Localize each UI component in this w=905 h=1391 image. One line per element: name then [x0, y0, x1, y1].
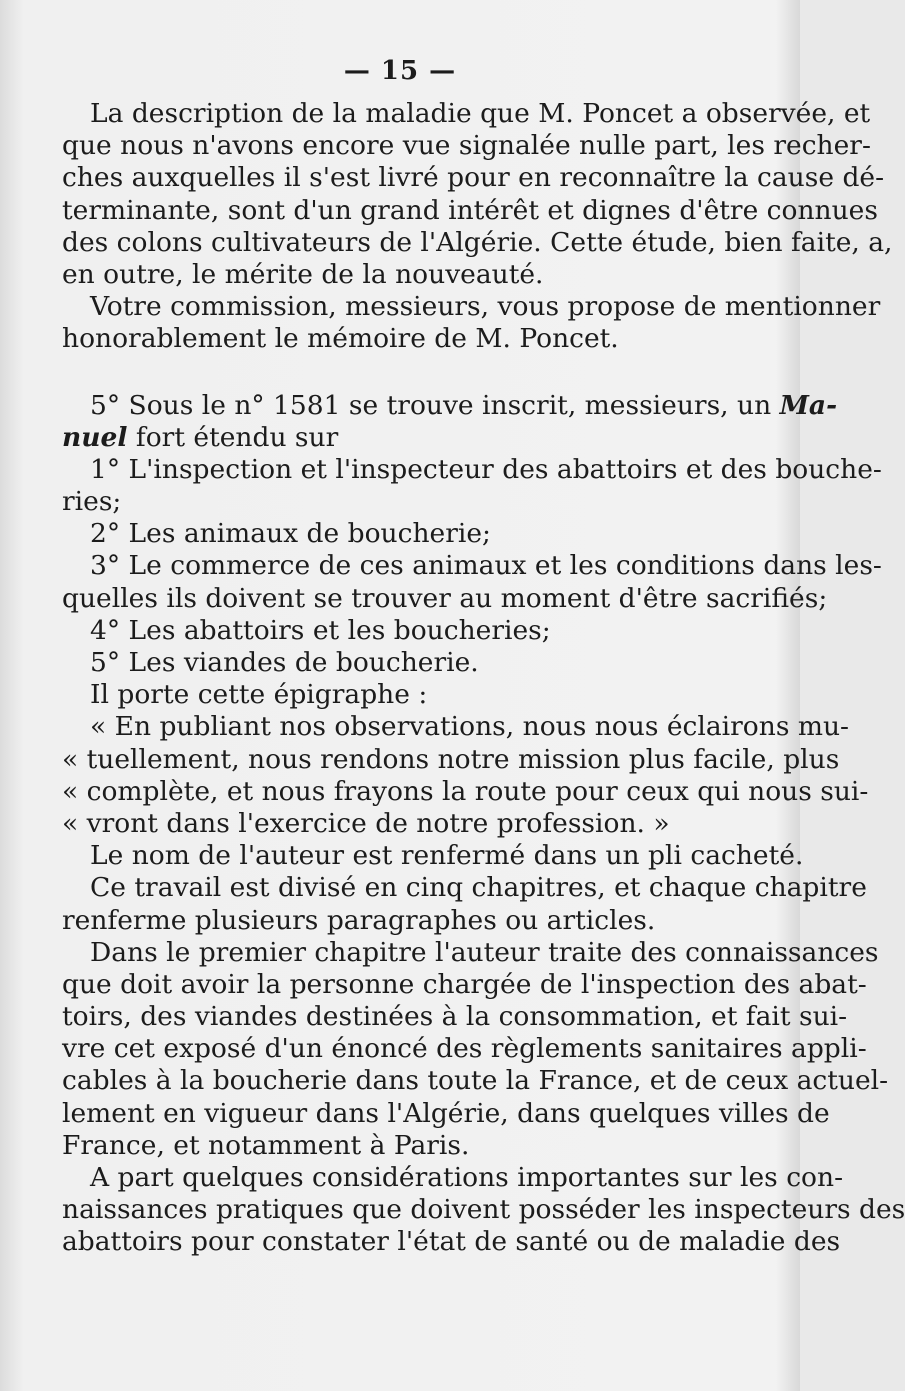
text-line: 5° Les viandes de boucherie. — [90, 647, 479, 678]
list-item-5 — [62, 647, 738, 679]
text-line: « tuellement, nous rendons notre mission plus facile, plus — [62, 743, 840, 775]
text-line: ches auxquelles il s'est livré pour en reconnaître la cause dé- — [62, 162, 885, 194]
text-line: vre cet exposé d'un énoncé des règlements sanitaires appli- — [62, 1033, 867, 1065]
text-line: terminante, sont d'un grand intérêt et dignes d'être connues — [62, 194, 878, 226]
paragraph-poncet-description — [62, 98, 893, 291]
text-line: Votre commission, messieurs, vous propose de mentionner — [90, 291, 881, 323]
text-line: naissances pratiques que doivent posséder les inspecteurs des — [62, 1194, 905, 1226]
paragraph-commission — [62, 291, 881, 355]
paragraph-author-name — [62, 840, 804, 872]
text-line: lement en vigueur dans l'Algérie, dans quelques villes de — [62, 1097, 830, 1129]
text-line: 2° Les animaux de boucherie; — [90, 518, 491, 550]
text-line: quelles ils doivent se trouver au moment d'être sacrifiés; — [62, 582, 828, 614]
text-line — [62, 422, 738, 454]
text-line: « En publiant nos observations, nous nous éclairons mu- — [90, 711, 849, 743]
text-line: en outre, le mérite de la nouveauté. — [62, 258, 544, 290]
text-span: fort étendu sur — [127, 421, 339, 453]
text-line: que doit avoir la personne chargée de l'inspection des abat- — [62, 968, 867, 1000]
paragraph-gap — [62, 356, 738, 390]
text-line: A part quelques considérations importantes sur les con- — [90, 1162, 844, 1193]
text-line: France, et notamment à Paris. — [62, 1129, 470, 1161]
paragraph-epigraph-intro — [62, 679, 738, 711]
text-line: 1° L'inspection et l'inspecteur des abattoirs et des bouche- — [90, 453, 882, 485]
page-number: — 15 — — [343, 56, 457, 86]
paragraph-considerations — [62, 1162, 905, 1259]
text-line: toirs, des viandes destinées à la consommation, et fait sui- — [62, 1001, 848, 1033]
text-line — [62, 389, 838, 422]
text-line: renferme plusieurs paragraphes ou articles. — [62, 904, 656, 936]
text-line: « vront dans l'exercice de notre profession. » — [62, 807, 670, 839]
paragraph-manuel — [62, 389, 838, 454]
list-item-2 — [62, 518, 738, 550]
page-body — [62, 98, 905, 1259]
paragraph-first-chapter — [62, 936, 889, 1162]
list-item-3 — [62, 550, 882, 614]
italic-word: Ma- — [779, 389, 838, 421]
text-span: 5° Sous le n° 1581 se trouve inscrit, messieurs, un — [90, 389, 772, 421]
list-item-1 — [62, 453, 882, 518]
text-line: « complète, et nous frayons la route pour ceux qui nous sui- — [62, 775, 869, 807]
text-line: Il porte cette épigraphe : — [90, 679, 428, 711]
text-line: cables à la boucherie dans toute la France, et de ceux actuel- — [62, 1065, 889, 1097]
list-item-4 — [62, 615, 738, 647]
text-line: honorablement le mémoire de M. Poncet. — [62, 323, 619, 355]
text-line: Dans le premier chapitre l'auteur traite des connaissances — [90, 936, 879, 968]
epigraph-quote — [62, 711, 869, 840]
text-line: Ce travail est divisé en cinq chapitres, et chaque chapitre — [90, 872, 867, 904]
text-line: ries; — [62, 486, 122, 518]
text-line: Le nom de l'auteur est renfermé dans un pli cacheté. — [90, 840, 804, 872]
text-line: 3° Le commerce de ces animaux et les conditions dans les- — [90, 550, 882, 582]
text-line: La description de la maladie que M. Poncet a observée, et — [90, 98, 871, 129]
text-line: 4° Les abattoirs et les boucheries; — [90, 614, 551, 646]
text-line: abattoirs pour constater l'état de santé ou de maladie des — [62, 1226, 841, 1258]
text-line: des colons cultivateurs de l'Algérie. Cette étude, bien faite, a, — [62, 226, 893, 258]
paragraph-chapters — [62, 872, 867, 936]
text-line: que nous n'avons encore vue signalée nulle part, les recher- — [62, 130, 871, 162]
italic-word: nuel — [62, 421, 128, 453]
